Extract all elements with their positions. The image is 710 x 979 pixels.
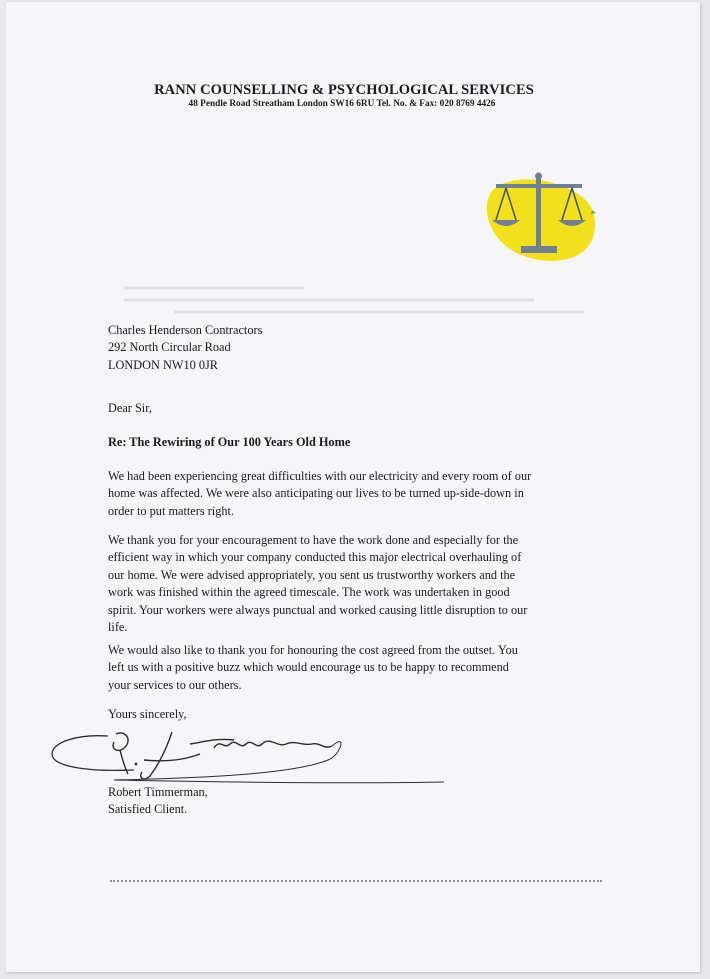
recipient-line: LONDON NW10 0JR	[108, 357, 218, 372]
salutation: Dear Sir,	[108, 401, 152, 415]
closing: Yours sincerely,	[108, 707, 187, 721]
paragraph-line: life.	[108, 620, 128, 635]
paragraph-line: We thank you for your encouragement to have the work done and especially for the	[108, 533, 519, 547]
recipient-line: 292 North Circular Road	[108, 340, 231, 355]
paragraph-line: your services to our others.	[108, 677, 242, 692]
paragraph-line: left us with a positive buzz which would encourage us to be happy to recommend	[108, 660, 509, 675]
signer-title: Satisfied Client.	[108, 802, 188, 817]
paragraph-line: home was affected. We were also anticipating our lives to be turned up-side-down in	[108, 486, 524, 501]
letterhead-org-name: RANN COUNSELLING & PSYCHOLOGICAL SERVICES	[154, 82, 534, 98]
paragraph-line: We would also like to thank you for honouring the cost agreed from the outset. You	[108, 643, 518, 657]
signer-block	[108, 784, 208, 819]
body-paragraph	[108, 468, 608, 520]
subject-line: Re: The Rewiring of Our 100 Years Old Home	[108, 435, 351, 449]
handwritten-signature	[44, 720, 464, 790]
recipient-line: Charles Henderson Contractors	[108, 323, 263, 337]
paragraph-line: spirit. Your workers were always punctual and worked causing little disruption to our	[108, 602, 528, 617]
recipient-address	[108, 322, 262, 374]
paragraph-line: efficient way in which your company conducted this major electrical overhauling of	[108, 550, 522, 565]
signer-name: Robert Timmerman,	[108, 785, 208, 799]
letter-page	[6, 2, 700, 972]
body-paragraph	[108, 642, 608, 694]
paragraph-line: order to put matters right.	[108, 503, 235, 518]
body-paragraph	[108, 532, 608, 636]
letterhead-address: 48 Pendle Road Streatham London SW16 6RU Tel. No. & Fax: 020 8769 4426	[188, 99, 496, 109]
footer-dotted-rule	[110, 880, 602, 882]
paragraph-line: work was finished within the agreed timescale. The work was undertaken in good	[108, 585, 510, 600]
scales-of-justice-icon	[476, 170, 604, 266]
paragraph-line: our home. We were advised appropriately, you sent us trustworthy workers and the	[108, 567, 516, 582]
paragraph-line: We had been experiencing great difficulties with our electricity and every room of our	[108, 469, 532, 483]
